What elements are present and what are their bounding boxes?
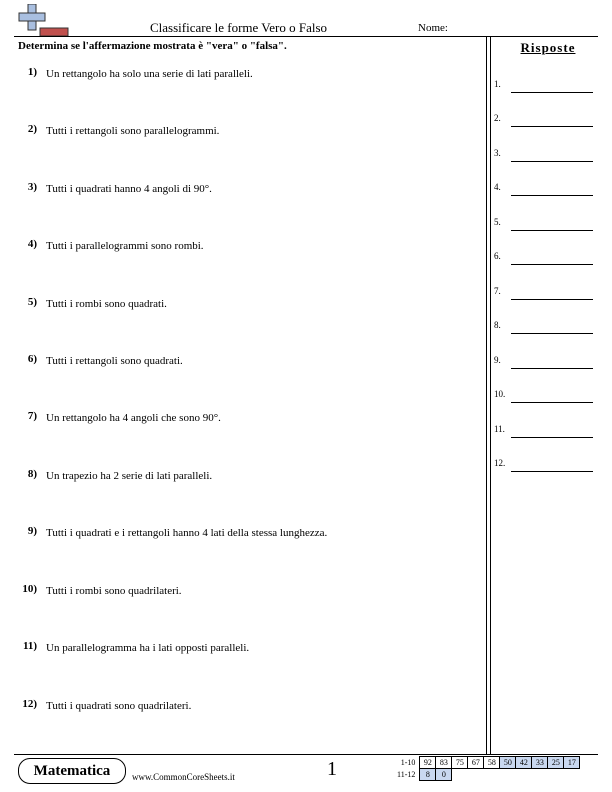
question-text: Un rettangolo ha 4 angoli che sono 90°. <box>46 412 221 424</box>
question-text: Tutti i parallelogrammi sono rombi. <box>46 240 204 252</box>
question-item <box>0 238 480 258</box>
question-number: 4) <box>27 238 37 250</box>
answer-line[interactable] <box>511 471 593 472</box>
question-text: Tutti i rombi sono quadrilateri. <box>46 585 182 597</box>
score-cell-empty <box>532 769 548 781</box>
answer-line[interactable] <box>511 92 593 93</box>
question-item <box>0 468 480 488</box>
answer-number: 5. <box>494 217 501 227</box>
page-number: 1 <box>327 758 337 780</box>
question-number: 12) <box>22 698 37 710</box>
score-range-label: 11-12 <box>397 770 416 779</box>
site-url: www.CommonCoreSheets.it <box>132 772 235 782</box>
question-number: 8) <box>27 468 37 480</box>
score-cell: 42 <box>516 757 532 769</box>
score-cell-empty <box>548 769 564 781</box>
question-number: 2) <box>27 123 37 135</box>
score-cell: 33 <box>532 757 548 769</box>
answer-line[interactable] <box>511 264 593 265</box>
answer-field[interactable] <box>494 148 594 162</box>
instruction-text: Determina se l'affermazione mostrata è "vera" o "falsa". <box>18 40 287 52</box>
question-item <box>0 698 480 718</box>
question-number: 11) <box>22 640 37 652</box>
question-item <box>0 640 480 660</box>
question-item <box>0 181 480 201</box>
answer-field[interactable] <box>494 251 594 265</box>
question-item <box>0 296 480 316</box>
score-row <box>395 757 580 769</box>
score-cell-empty <box>500 769 516 781</box>
question-text: Tutti i rombi sono quadrati. <box>46 298 167 310</box>
question-text: Tutti i quadrati sono quadrilateri. <box>46 700 192 712</box>
question-text: Un parallelogramma ha i lati opposti paralleli. <box>46 642 250 654</box>
answer-field[interactable] <box>494 182 594 196</box>
question-number: 9) <box>27 525 37 537</box>
question-text: Tutti i rettangoli sono quadrati. <box>46 355 183 367</box>
score-range-label: 1-10 <box>400 758 416 767</box>
score-cell: 75 <box>452 757 468 769</box>
answer-line[interactable] <box>511 195 593 196</box>
score-cell-empty <box>516 769 532 781</box>
question-number: 10) <box>22 583 37 595</box>
answer-field[interactable] <box>494 320 594 334</box>
question-number: 7) <box>27 410 37 422</box>
answer-field[interactable] <box>494 113 594 127</box>
score-cell-empty <box>484 769 500 781</box>
score-row <box>395 769 580 781</box>
question-text: Tutti i quadrati hanno 4 angoli di 90°. <box>46 183 212 195</box>
answer-line[interactable] <box>511 437 593 438</box>
question-number: 6) <box>27 353 37 365</box>
subject-badge: Matematica <box>18 758 126 784</box>
answer-line[interactable] <box>511 230 593 231</box>
answer-field[interactable] <box>494 389 594 403</box>
answer-number: 8. <box>494 320 501 330</box>
answer-field[interactable] <box>494 217 594 231</box>
answer-number: 12. <box>494 458 506 468</box>
score-cell-empty <box>468 769 484 781</box>
answer-number: 6. <box>494 251 501 261</box>
answer-number: 7. <box>494 286 501 296</box>
answer-column-border-left <box>486 36 487 754</box>
score-cell-empty <box>564 769 580 781</box>
answer-field[interactable] <box>494 286 594 300</box>
answer-line[interactable] <box>511 299 593 300</box>
answer-number: 10. <box>494 389 506 399</box>
answer-line[interactable] <box>511 368 593 369</box>
score-cell: 17 <box>564 757 580 769</box>
question-text: Un trapezio ha 2 serie di lati paralleli. <box>46 470 213 482</box>
answer-line[interactable] <box>511 333 593 334</box>
worksheet-title: Classificare le forme Vero o Falso <box>150 20 328 35</box>
answer-number: 2. <box>494 113 501 123</box>
score-table <box>395 756 580 781</box>
score-cell: 8 <box>420 769 436 781</box>
question-item <box>0 66 480 86</box>
answer-number: 4. <box>494 182 501 192</box>
score-cell-empty <box>452 769 468 781</box>
score-cell: 67 <box>468 757 484 769</box>
answer-number: 11. <box>494 424 505 434</box>
name-label: Nome: <box>418 22 448 34</box>
plus-minus-logo-icon <box>18 4 70 38</box>
question-text: Tutti i quadrati e i rettangoli hanno 4 lati della stessa lunghezza. <box>46 527 328 539</box>
score-cell: 50 <box>500 757 516 769</box>
answer-line[interactable] <box>511 126 593 127</box>
question-text: Tutti i rettangoli sono parallelogrammi. <box>46 125 220 137</box>
question-number: 5) <box>27 296 37 308</box>
score-cell: 25 <box>548 757 564 769</box>
answer-field[interactable] <box>494 424 594 438</box>
answer-field[interactable] <box>494 79 594 93</box>
question-item <box>0 525 480 545</box>
question-item <box>0 123 480 143</box>
answers-title: Risposte <box>520 40 576 55</box>
score-cell: 58 <box>484 757 500 769</box>
question-item <box>0 583 480 603</box>
footer-divider <box>14 754 598 755</box>
answer-number: 9. <box>494 355 501 365</box>
header-divider <box>14 36 598 37</box>
question-item <box>0 410 480 430</box>
answer-field[interactable] <box>494 355 594 369</box>
question-text: Un rettangolo ha solo una serie di lati paralleli. <box>46 68 253 80</box>
question-number: 1) <box>27 66 37 78</box>
score-cell: 92 <box>420 757 436 769</box>
question-item <box>0 353 480 373</box>
answer-line[interactable] <box>511 402 593 403</box>
answer-number: 1. <box>494 79 501 89</box>
answer-column-border-right <box>490 36 491 754</box>
score-cell: 83 <box>436 757 452 769</box>
answer-line[interactable] <box>511 161 593 162</box>
answer-number: 3. <box>494 148 501 158</box>
answer-field[interactable] <box>494 458 594 472</box>
question-number: 3) <box>27 181 37 193</box>
score-cell: 0 <box>436 769 452 781</box>
